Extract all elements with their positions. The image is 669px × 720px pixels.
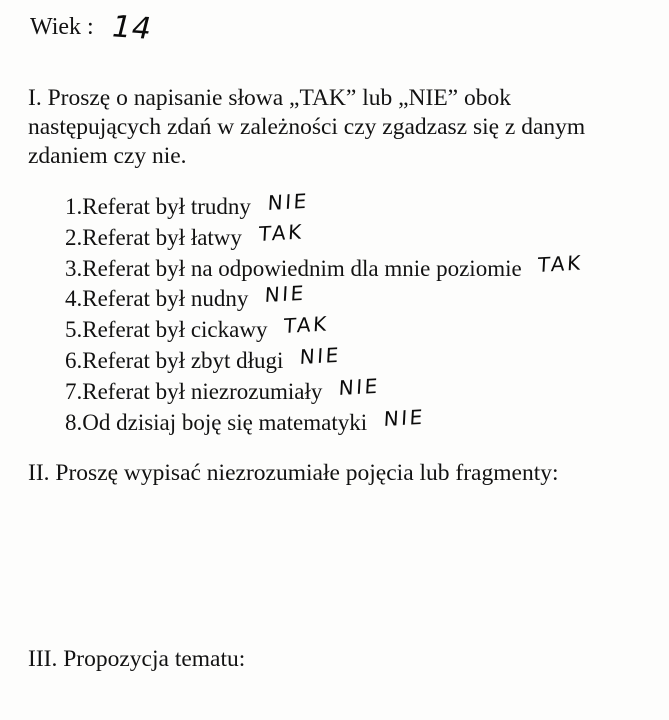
section-1-heading: I. Proszę o napisanie słowa „TAK” lub „NIE” obok następujących zdań w zależności czy zgadzasz się z danym zdaniem czy nie. xyxy=(28,85,586,169)
statement-number: 1. xyxy=(65,194,83,219)
statement-row xyxy=(65,281,665,315)
statement-text: Referat był na odpowiednim dla mnie poziomie xyxy=(82,255,522,281)
statement-text: Referat był cickawy xyxy=(82,317,268,343)
statement-text: Referat był łatwy xyxy=(82,224,242,250)
section-2-blank-area xyxy=(0,495,669,635)
section-2-heading: II. Proszę wypisać niezrozumiałe pojęcia lub fragmenty: xyxy=(28,460,559,486)
statement-number: 5. xyxy=(65,317,83,343)
handwritten-answer: NIE xyxy=(383,404,426,431)
age-label: Wiek : xyxy=(30,14,94,40)
statement-number: 4. xyxy=(65,286,83,312)
handwritten-answer: NIE xyxy=(264,281,307,308)
statement-row xyxy=(65,404,665,439)
statement-number: 2. xyxy=(65,224,83,250)
statement-row xyxy=(65,250,665,285)
statement-text: Referat był trudny xyxy=(82,194,251,219)
handwritten-answer: NIE xyxy=(338,373,381,400)
age-handwritten-value: 14 xyxy=(107,9,156,47)
statement-number: 8. xyxy=(65,409,83,435)
statement-text: Referat był zbyt długi xyxy=(82,347,284,373)
age-line xyxy=(30,9,156,47)
handwritten-answer: TAK xyxy=(257,219,304,246)
section-3-heading: III. Propozycja tematu: xyxy=(28,646,246,672)
statement-text: Referat był niezrozumiały xyxy=(82,378,323,404)
statement-row xyxy=(65,311,665,346)
handwritten-answer: TAK xyxy=(537,250,584,277)
statement-text: Referat był nudny xyxy=(82,286,249,312)
statement-number: 7. xyxy=(65,378,83,404)
statement-number: 3. xyxy=(65,255,83,281)
statement-list xyxy=(65,188,665,438)
statement-number: 6. xyxy=(65,347,83,373)
statement-text: Od dzisiaj boję się matematyki xyxy=(82,409,368,435)
handwritten-answer: NIE xyxy=(266,188,309,215)
statement-row xyxy=(65,188,665,223)
handwritten-answer: NIE xyxy=(299,342,342,369)
handwritten-answer: TAK xyxy=(283,311,330,339)
statement-row xyxy=(65,373,665,408)
